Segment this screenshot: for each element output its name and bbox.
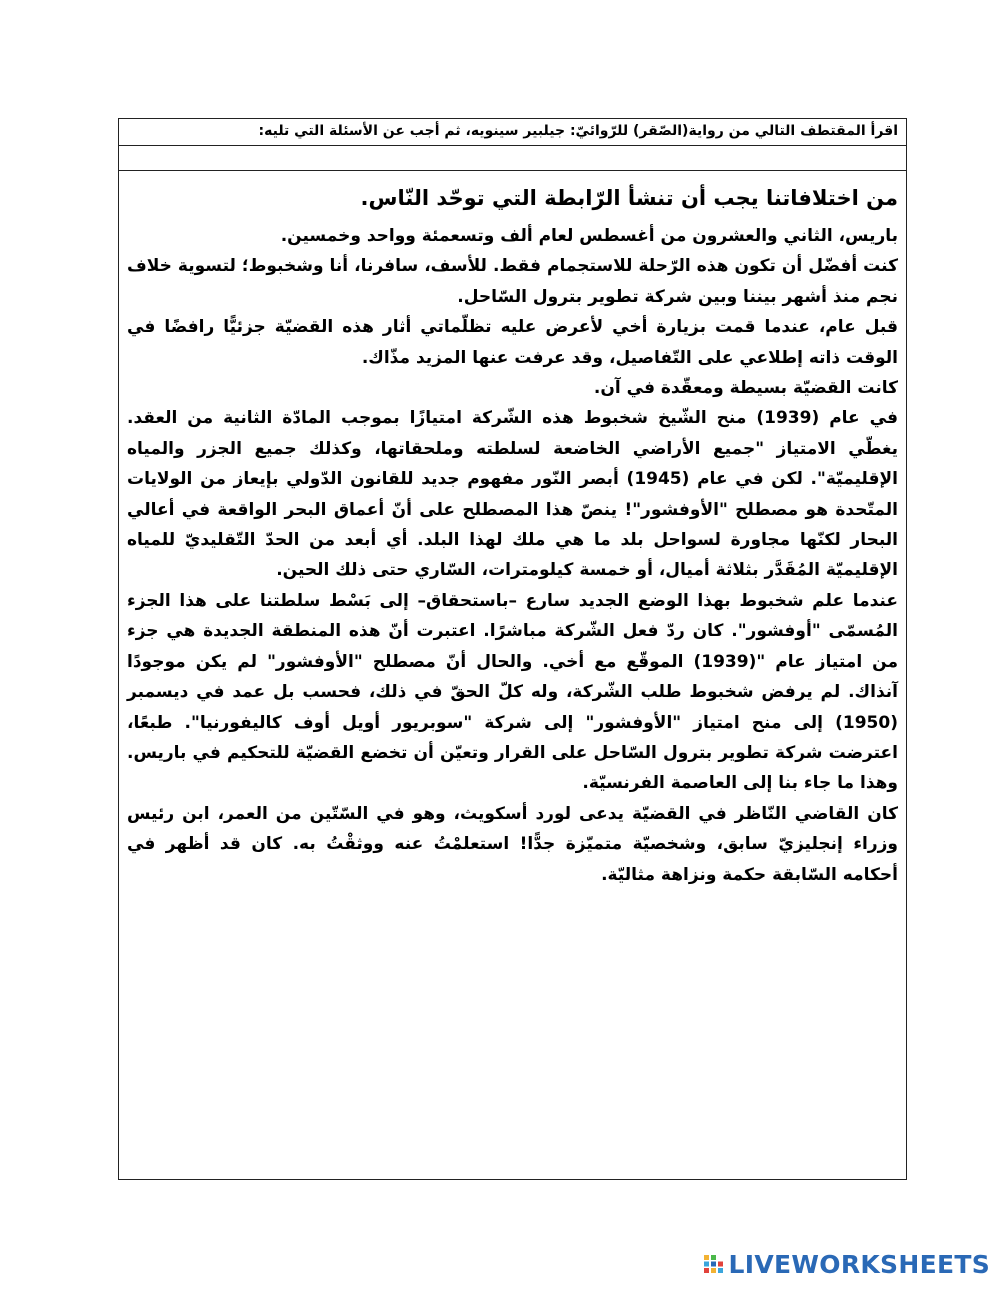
paragraph-offshore: عندما علم شخبوط بهذا الوضع الجديد سارع –باستحقاق– إلى بَسْط سلطتنا على هذا الجزء المُسمّى "أوفشور". كان ردّ فعل الشّركة مباشرًا. اعتبرت أنّ هذه المنطقة الجديدة هي جزء من امتياز عام "(1939) الموقّع مع أخي. والحال أنّ مصطلح "الأوفشور" لم يكن موجودًا آنذاك. لم يرفض شخبوط طلب الشّركة، وله كلّ الحقّ في ذلك، فحسب بل عمد في ديسمبر (1950) إلى منح امتياز "الأوفشور" إلى شركة "سوبريور أويل أوف كاليفورنيا". طبعًا، اعترضت شركة تطوير بترول السّاحل على القرار وتعيّن أن تخضع القضيّة للتحكيم في باريس. وهذا ما جاء بنا إلى العاصمة الفرنسيّة. xyxy=(127,590,899,794)
excerpt-body xyxy=(119,171,906,890)
empty-answer-row xyxy=(119,146,906,171)
liveworksheets-logo-icon xyxy=(703,1253,725,1275)
paragraph-trip: كنت أفضّل أن تكون هذه الرّحلة للاستجمام فقط. للأسف، سافرنا، أنا وشخبوط؛ لتسوية خلاف نجم منذ أشهر بيننا وبين شركة تطوير بترول السّاحل. xyxy=(127,256,898,307)
worksheet-frame xyxy=(118,118,907,1180)
excerpt-headline: من اختلافاتنا يجب أن تنشأ الرّابطة التي توحّد النّاس. xyxy=(360,186,898,210)
paragraph-judge: كان القاضي النّاظر في القضيّة يدعى لورد أسكويث، وهو في السّتّين من العمر، ابن رئيس وزراء إنجليزيّ سابق، وشخصيّة متميّزة جدًّا! استعلمْتُ عنه ووثقْتُ به. كان قد أظهر في أحكامه السّابقة حكمة ونزاهة مثاليّة. xyxy=(127,803,898,885)
liveworksheets-branding xyxy=(703,1248,990,1280)
paragraph-concession: في عام (1939) منح الشّيخ شخبوط هذه الشّركة امتيازًا بموجب المادّة الثانية من العقد. يغطّي الامتياز "جميع الأراضي الخاضعة لسلطته وملحقاتها، وكذلك جميع الجزر والمياه الإقليميّة". لكن في عام (1945) أبصر النّور مفهوم جديد للقانون الدّولي بإيعاز من الولايات المتّحدة هو مصطلح "الأوفشور"! ينصّ هذا المصطلح على أنّ أعماق البحر الواقعة في أعالي البحار لكنّها مجاورة لسواحل بلد ما هي ملك لهذا البلد. أي أبعد من الحدّ التّقليديّ للمياه الإقليميّة المُقَدَّر بثلاثة أميال، أو خمسة كيلومترات، السّاري حتى ذلك الحين. xyxy=(127,408,898,581)
paragraph-issue: كانت القضيّة بسيطة ومعقّدة في آن. xyxy=(593,378,898,399)
paragraph-visit: قبل عام، عندما قمت بزيارة أخي لأعرض عليه تظلّماتي أثار هذه القضيّة جزئيًّا رافضًا في الوقت ذاته إطلاعي على التّفاصيل، وقد عرفت عنها المزيد مذّاك. xyxy=(127,317,898,368)
instruction-text: اقرأ المقتطف التالي من رواية(الصّقر) للرّوائيّ: جيلبير سينويه، ثم أجب عن الأسئلة التي تليه: xyxy=(119,119,906,146)
paragraph-date: باريس، الثاني والعشرون من أغسطس لعام ألف وتسعمئة وواحد وخمسين. xyxy=(280,226,898,246)
brand-name: LIVEWORKSHEETS xyxy=(728,1249,990,1279)
